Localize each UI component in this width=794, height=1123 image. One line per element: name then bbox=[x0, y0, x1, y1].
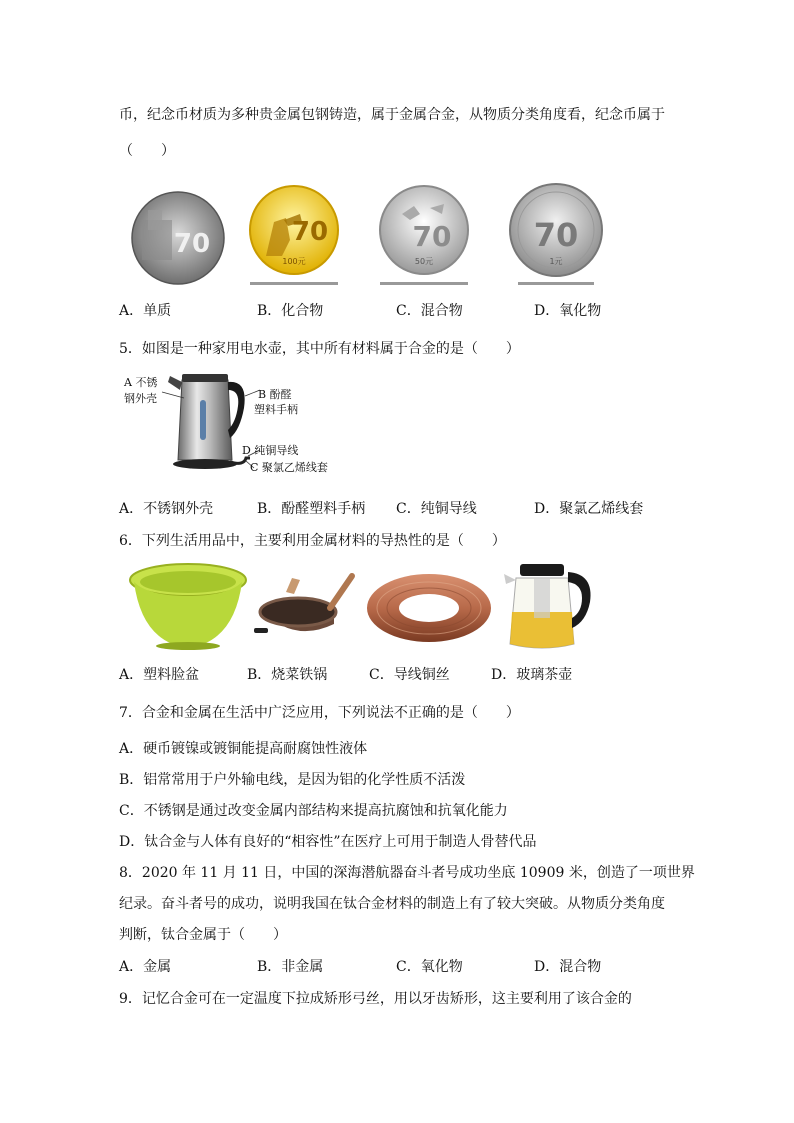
coin-image-4 bbox=[504, 182, 608, 290]
q6-options bbox=[119, 664, 679, 684]
q4-options bbox=[119, 300, 679, 320]
coin-2-text: 70 bbox=[291, 217, 329, 247]
kettle-label-b-line1: B 酚醛 bbox=[258, 388, 292, 401]
coin-image-2 bbox=[244, 184, 344, 290]
coin-1-text: 70 bbox=[173, 229, 211, 259]
wok-image bbox=[252, 568, 358, 648]
q5-option-b[interactable]: B．酚醛塑料手柄 bbox=[257, 501, 366, 517]
q8-option-b[interactable]: B．非金属 bbox=[257, 959, 324, 975]
q7-option-d[interactable]: D．钛合金与人体有良好的“相容性”在医疗上可用于制造人骨替代品 bbox=[119, 834, 537, 850]
coin-image-1 bbox=[130, 190, 226, 286]
copper-wire-image bbox=[364, 570, 494, 646]
q4-stem-line1: 币，纪念币材质为多种贵金属包钢铸造，属于金属合金，从物质分类角度看，纪念币属于 bbox=[119, 107, 665, 123]
q6-option-c[interactable]: C．导线铜丝 bbox=[369, 667, 450, 683]
coin-4-text: 70 bbox=[533, 216, 579, 254]
q5-option-d[interactable]: D．聚氯乙烯线套 bbox=[534, 501, 644, 517]
kettle-figure bbox=[120, 368, 350, 480]
q7-stem: 7．合金和金属在生活中广泛应用，下列说法不正确的是（ ） bbox=[119, 705, 520, 721]
q6-option-d[interactable]: D．玻璃茶壶 bbox=[491, 667, 573, 683]
basin-image bbox=[128, 560, 248, 654]
q8-option-c[interactable]: C．氧化物 bbox=[396, 959, 463, 975]
q9-stem: 9．记忆合金可在一定温度下拉成矫形弓丝，用以牙齿矫形，这主要利用了该合金的 bbox=[119, 991, 632, 1007]
q5-option-c[interactable]: C．纯铜导线 bbox=[396, 501, 477, 517]
q6-option-b[interactable]: B．烧菜铁锅 bbox=[247, 667, 328, 683]
coin-4-denom: 1元 bbox=[549, 257, 563, 266]
q7-option-c[interactable]: C．不锈钢是通过改变金属内部结构来提高抗腐蚀和抗氧化能力 bbox=[119, 803, 508, 819]
q8-stem-line3: 判断，钛合金属于（ ） bbox=[119, 927, 287, 943]
q5-option-a[interactable]: A．不锈钢外壳 bbox=[119, 501, 214, 517]
q8-option-a[interactable]: A．金属 bbox=[119, 959, 172, 975]
q4-option-d[interactable]: D．氧化物 bbox=[534, 303, 602, 319]
coin-3-text: 70 bbox=[412, 220, 452, 253]
kettle-label-c: C 聚氯乙烯线套 bbox=[250, 461, 328, 474]
q8-stem-line1: 8．2020 年 11 月 11 日，中国的深海潜航器奋斗者号成功坐底 10909 米，创造了一项世界 bbox=[119, 865, 695, 881]
q4-option-c[interactable]: C．混合物 bbox=[396, 303, 463, 319]
kettle-label-d: D 纯铜导线 bbox=[242, 444, 299, 457]
q4-option-b[interactable]: B．化合物 bbox=[257, 303, 324, 319]
q7-option-a[interactable]: A．硬币镀镍或镀铜能提高耐腐蚀性液体 bbox=[119, 741, 368, 757]
q4-stem-line2: （ ） bbox=[119, 143, 175, 159]
kettle-label-b-line2: 塑料手柄 bbox=[254, 403, 298, 416]
teapot-image bbox=[502, 560, 594, 654]
coin-3-denom: 50元 bbox=[414, 257, 434, 266]
coin-2-denom: 100元 bbox=[282, 257, 306, 266]
q6-option-a[interactable]: A．塑料脸盆 bbox=[119, 667, 200, 683]
q7-option-b[interactable]: B．铝常常用于户外输电线，是因为铝的化学性质不活泼 bbox=[119, 772, 466, 788]
q4-option-a[interactable]: A．单质 bbox=[119, 303, 172, 319]
q8-options bbox=[119, 956, 679, 976]
q8-stem-line2: 纪录。奋斗者号的成功，说明我国在钛合金材料的制造上有了较大突破。从物质分类角度 bbox=[119, 896, 665, 912]
kettle-label-a-line2: 钢外壳 bbox=[124, 392, 157, 405]
kettle-label-a-line1: A 不锈 bbox=[124, 376, 158, 389]
coin-image-3 bbox=[374, 184, 474, 290]
q8-option-d[interactable]: D．混合物 bbox=[534, 959, 602, 975]
q6-stem: 6．下列生活用品中，主要利用金属材料的导热性的是（ ） bbox=[119, 533, 506, 549]
q5-stem: 5．如图是一种家用电水壶，其中所有材料属于合金的是（ ） bbox=[119, 341, 520, 357]
q5-options bbox=[119, 498, 679, 518]
